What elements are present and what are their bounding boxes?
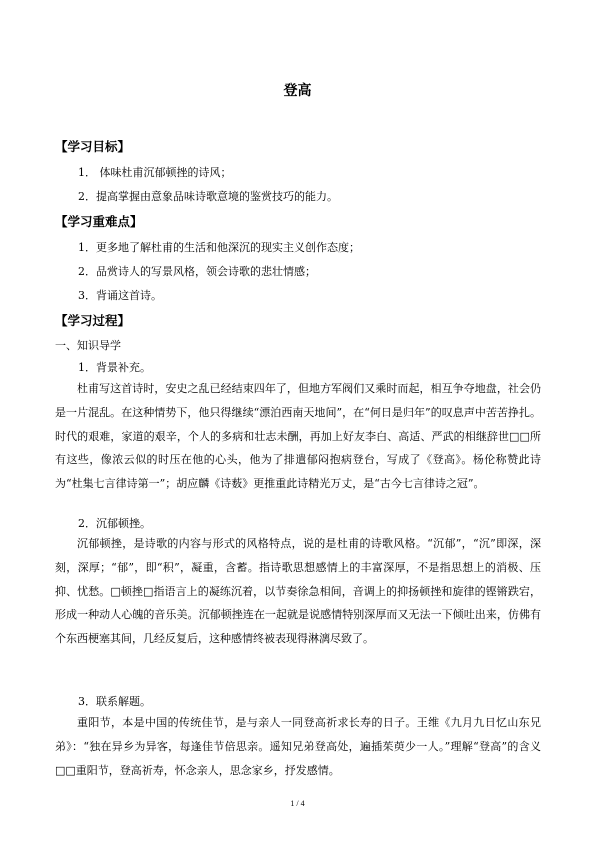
page-title: 登高 (283, 83, 312, 99)
keypoint-item-3: 3．背诵这首诗。 (78, 289, 162, 302)
subsection-title-background: 1．背景补充。 (78, 361, 151, 374)
goal-item-1: 1． 体味杜甫沉郁顿挫的诗风； (78, 166, 232, 179)
subsection-title-style: 2．沉郁顿挫。 (78, 517, 151, 530)
goal-item-2: 2．提高掌握由意象品味诗歌意境的鉴赏技巧的能力。 (78, 190, 338, 203)
keypoint-item-1: 1．更多地了解杜甫的生活和他深沉的现实主义创作态度； (78, 241, 360, 254)
page-number: 1 / 4 (290, 799, 305, 808)
paragraph-background: 杜甫写这首诗时，安史之乱已经结束四年了，但地方军阀们又乘时而起，相互争夺地盘，社会仍是一片混乱。在这种情势下，他只得继续“漂泊西南天地间”，在“何日是归年”的叹息声中苦苦挣扎。时代的艰难，家道的艰辛，个人的多病和壮志未酬，再加上好友李白、高适、严武的相继辞世□□所有这些，像浓云似的时压在他的心头，他为了排遣郁闷抱病登台，写成了《登高》。杨伦称赞此诗为“杜集七言律诗第一”；胡应麟《诗薮》更推重此诗精光万丈，是“古今七言律诗之冠”。 (55, 382, 541, 491)
section-heading-process: 【学习过程】 (55, 313, 131, 328)
section-heading-keypoints: 【学习重难点】 (55, 214, 143, 229)
keypoint-item-2: 2．品赏诗人的写景风格，领会诗歌的悲壮情感； (78, 265, 316, 278)
subsection-title-topic: 3．联系解题。 (78, 695, 151, 708)
paragraph-topic: 重阳节，本是中国的传统佳节，是与亲人一同登高祈求长寿的日子。王维《九月九日忆山东兄弟》：“独在异乡为异客，每逢佳节倍思亲。遥知兄弟登高处，遍插茱萸少一人。”理解“登高”的含义□□重阳节，登高祈寿，怀念亲人，思念家乡，抒发感情。 (55, 716, 541, 777)
part-title-knowledge: 一、知识导学 (55, 339, 121, 352)
paragraph-style: 沉郁顿挫，是诗歌的内容与形式的风格特点，说的是杜甫的诗歌风格。“沉郁”，“沉”即深，深刻，深厚；“郁”，即“积”，凝重，含蓄。指诗歌思想感情上的丰富深厚，不是指思想上的消极、压抑、忧愁。□顿挫□指语言上的凝练沉着，以节奏徐急相间，音调上的抑扬顿挫和旋律的铿锵跌宕，形成一种动人心魄的音乐美。沉郁顿挫连在一起就是说感情特别深厚而又无法一下倾吐出来，仿佛有个东西梗塞其间，几经反复后，这种感情终被表现得淋漓尽致了。 (55, 537, 541, 646)
section-heading-goals: 【学习目标】 (55, 139, 131, 154)
